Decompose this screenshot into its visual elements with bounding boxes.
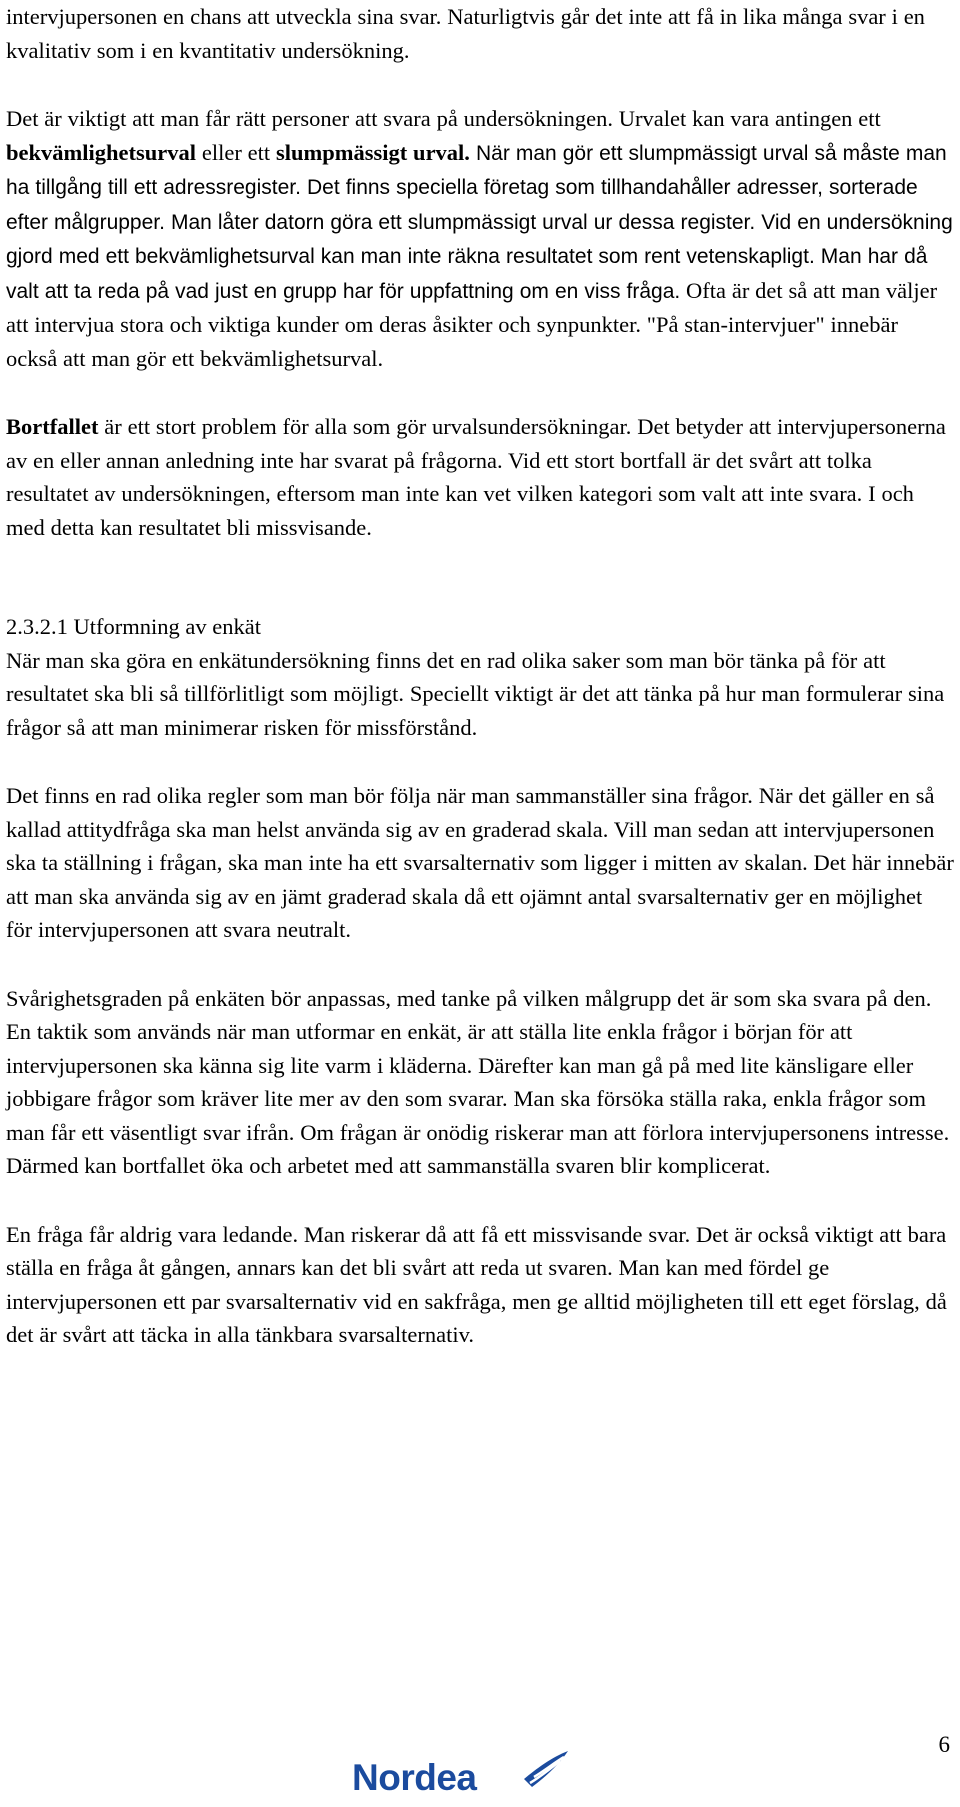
paragraph-2-text-a: Det är viktigt att man får rätt personer att svara på undersökningen. Urvalet kan vara antingen ett	[6, 106, 881, 131]
term-slumpmassigt-urval: slumpmässigt urval.	[275, 139, 470, 165]
paragraph-2	[6, 102, 954, 375]
document-page	[6, 0, 954, 1352]
paragraph-7: En fråga får aldrig vara ledande. Man riskerar då att få ett missvisande svar. Det är också viktigt att bara ställa en fråga åt gången, annars kan det bli svårt att reda ut svaren. Man kan med fördel ge intervjupersonen ett par svarsalternativ vid en sakfråga, men ge alltid möjligheten till ett eget förslag, då det är svårt att täcka in alla tänkbara svarsalternativ.	[6, 1221, 947, 1347]
paragraph-3	[6, 410, 954, 544]
section-heading: 2.3.2.1 Utformning av enkät	[6, 614, 261, 639]
paragraph-2-text-f: Ofta är det så att man väljer att intervjua stora och viktiga kunder om deras åsikter och synpunkter. "På stan-intervjuer" innebär också att man gör ett bekvämlighetsurval.	[6, 277, 938, 371]
paragraph-2-text-c: eller ett	[196, 139, 276, 165]
paragraph-3-text: är ett stort problem för alla som gör urvalsundersökningar. Det betyder att intervjupersonerna av en eller annan anledning inte har svarat på frågorna. Vid ett stort bortfall är det svårt att tolka resultatet av undersökningen, eftersom man inte kan vet vilken kategori som valt att inte svara. I och med detta kan resultatet bli missvisande.	[6, 414, 946, 540]
logo-wordmark: Nordea	[352, 1757, 477, 1798]
paragraph-2-text-e: När man gör ett slumpmässigt urval så måste man ha tillgång till ett adressregister. Det finns speciella företag som tillhandahåller adresser, sorterade efter målgrupper. Man låter datorn göra ett slumpmässigt urval ur dessa register. Vid en undersökning gjord med ett bekvämlighetsurval kan man inte räkna resultatet som rent vetenskapligt. Man har då valt att ta reda på vad just en grupp har för uppfattning om en viss fråga.	[6, 141, 953, 303]
term-bortfallet: Bortfallet	[6, 414, 99, 439]
paragraph-1: intervjupersonen en chans att utveckla sina svar. Naturligtvis går det inte att få in lika många svar i en kvalitativ som i en kvantitativ undersökning.	[6, 4, 925, 63]
page-number: 6	[938, 1732, 950, 1757]
term-bekvamlighetsurval: bekvämlighetsurval	[6, 139, 197, 165]
paragraph-4: När man ska göra en enkätundersökning finns det en rad olika saker som man bör tänka på för att resultatet ska bli så tillförlitligt som möjligt. Speciellt viktigt är det att tänka på hur man formulerar sina frågor så att man minimerar risken för missförstånd.	[6, 647, 945, 740]
nordea-sail-icon	[522, 1749, 570, 1793]
nordea-logo	[352, 1749, 572, 1801]
paragraph-6: Svårighetsgraden på enkäten bör anpassas, med tanke på vilken målgrupp det är som ska svara på den. En taktik som används när man utformar en enkät, är att ställa lite enkla frågor i början för att intervjupersonen ska känna sig lite varm i kläderna. Därefter kan man gå på med lite känsligare eller jobbigare frågor som kräver lite mer av den som svarar. Man ska försöka ställa raka, enkla frågor som man får ett väsentligt svar ifrån. Om frågan är onödig riskerar man att förlora intervjupersonens intresse. Därmed kan bortfallet öka och arbetet med att sammanställa svaren blir komplicerat.	[6, 985, 950, 1178]
paragraph-5: Det finns en rad olika regler som man bör följa när man sammanställer sina frågor. När det gäller en så kallad attitydfråga ska man helst använda sig av en graderad skala. Vill man sedan att intervjupersonen ska ta ställning i frågan, ska man inte ha ett svarsalternativ som ligger i mitten av skalan. Det här innebär att man ska använda sig av en jämt graderad skala då ett ojämnt antal svarsalternativ ger en möjlighet för intervjupersonen att svara neutralt.	[6, 783, 954, 942]
